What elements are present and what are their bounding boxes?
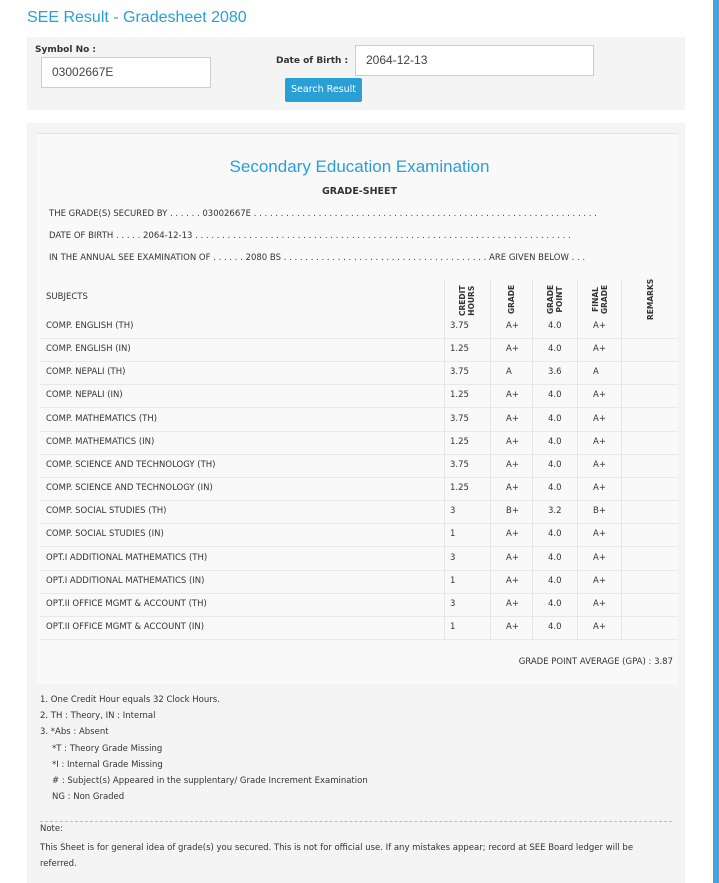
final-grade-cell: A+ [593,575,606,586]
final-grade-cell: A+ [593,598,606,609]
note-item: 3. *Abs : Absent [40,727,109,738]
table-row [40,500,678,524]
table-row [40,570,678,594]
table-row [40,408,678,432]
table-row [40,315,678,339]
note-item: # : Subject(s) Appeared in the supplentary/ Grade Increment Examination [52,776,368,787]
table-row [40,477,678,501]
table-row [40,593,678,617]
subject-cell: COMP. MATHEMATICS (IN) [46,436,155,447]
final-grade-cell: A+ [593,344,606,355]
grade-point-cell: 4.0 [548,575,562,586]
credit-hours-cell: 1.25 [450,483,469,494]
grade-point-cell: 3.2 [548,506,562,517]
remarks-header: REMARKS [646,278,655,320]
note-title: Note: [40,824,63,834]
final-grade-cell: B+ [593,506,606,517]
grade-point-cell: 4.0 [548,483,562,494]
credit-hours-cell: 1 [450,529,456,540]
grade-point-cell: 4.0 [548,621,562,632]
subject-cell: COMP. ENGLISH (IN) [46,344,131,355]
note-item: 1. One Credit Hour equals 32 Clock Hours. [40,695,220,705]
credit-hours-cell: 3.75 [450,459,469,470]
final-grade-cell: A+ [593,390,606,401]
page-title: SEE Result - Gradesheet 2080 [27,9,247,26]
credit-hours-cell: 3.75 [450,321,469,331]
note-item: *I : Internal Grade Missing [52,759,163,770]
grade-cell: A+ [506,483,519,494]
final-grade-cell: A+ [593,459,606,470]
credit-hours-cell: 3 [450,598,456,609]
notes-list [40,692,368,805]
subject-cell: OPT.II OFFICE MGMT & ACCOUNT (IN) [46,621,205,632]
grade-point-cell: 4.0 [548,529,562,540]
dob-line: DATE OF BIRTH . . . . . 2064-12-13 . . . . . . . . . . . . . . . . . . . . . . . . . . . . . . . . . . . . . . . . . . . . . . . . . . . . . . . . . . . . . . . . . . . . . . [49,231,571,241]
grade-cell: A+ [506,390,519,401]
dob-input[interactable]: 2064-12-13 [355,45,594,76]
divider [40,821,672,822]
grade-point-cell: 4.0 [548,436,562,447]
grade-point-header: GRADE POINT [546,284,564,314]
grade-point-cell: 4.0 [548,344,562,355]
subject-cell: OPT.I ADDITIONAL MATHEMATICS (IN) [46,575,205,586]
grade-cell: A+ [506,413,519,424]
credit-hours-cell: 1.25 [450,390,469,401]
subject-cell: OPT.II OFFICE MGMT & ACCOUNT (TH) [46,598,207,609]
table-row [40,384,678,408]
grade-header: GRADE [507,284,516,314]
grade-point-cell: 4.0 [548,390,562,401]
grade-point-cell: 4.0 [548,413,562,424]
grade-cell: A+ [506,621,519,632]
subject-cell: COMP. NEPALI (TH) [46,367,126,378]
note-item: 2. TH : Theory, IN : Internal [40,711,156,722]
grade-point-cell: 4.0 [548,598,562,609]
final-grade-cell: A+ [593,552,606,563]
grade-cell: A+ [506,459,519,470]
table-row [40,431,678,455]
table-row [40,338,678,362]
grade-point-cell: 4.0 [548,459,562,470]
final-grade-cell: A+ [593,483,606,494]
subject-cell: COMP. SCIENCE AND TECHNOLOGY (IN) [46,483,213,494]
table-row [40,616,678,640]
credit-hours-cell: 1.25 [450,344,469,355]
grade-cell: B+ [506,506,519,517]
note-item: *T : Theory Grade Missing [52,743,163,754]
subject-cell: COMP. SCIENCE AND TECHNOLOGY (TH) [46,459,216,470]
grade-cell: A+ [506,321,519,331]
dob-label: Date of Birth : [276,56,349,66]
scrollbar[interactable] [713,0,719,883]
grade-cell: A+ [506,436,519,447]
final-grade-cell: A+ [593,321,606,331]
note-item: NG : Non Graded [52,792,125,803]
grade-cell: A [506,367,512,378]
exam-line: IN THE ANNUAL SEE EXAMINATION OF . . . . . . 2080 BS . . . . . . . . . . . . . . . . . . . . . . . . . . . . . . . . . . . . . . ARE GIVEN BELOW . . . [49,253,586,263]
credit-hours-header: CREDIT HOURS [458,285,476,316]
final-grade-cell: A+ [593,436,606,447]
symbol-label: Symbol No : [35,45,97,55]
final-grade-cell: A+ [593,529,606,540]
subject-cell: COMP. SOCIAL STUDIES (IN) [46,529,164,540]
subject-cell: COMP. MATHEMATICS (TH) [46,413,158,424]
final-grade-cell: A [593,367,599,378]
subjects-header: SUBJECTS [46,292,88,302]
final-grade-cell: A+ [593,413,606,424]
grade-point-cell: 4.0 [548,552,562,563]
final-grade-header: FINAL GRADE [591,284,609,314]
subject-cell: COMP. SOCIAL STUDIES (TH) [46,506,167,517]
grade-cell: A+ [506,344,519,355]
secured-by-line: THE GRADE(S) SECURED BY . . . . . . 03002667E . . . . . . . . . . . . . . . . . . . . . . . . . . . . . . . . . . . . . . . . . . . . . . . . . . . . . . . . . . . . . . . . [49,209,597,219]
credit-hours-cell: 3.75 [450,413,469,424]
final-grade-cell: A+ [593,621,606,632]
credit-hours-cell: 1 [450,575,456,586]
credit-hours-cell: 1.25 [450,436,469,447]
grade-cell: A+ [506,575,519,586]
table-row [40,547,678,571]
table-row [40,361,678,385]
subject-cell: COMP. ENGLISH (TH) [46,321,134,331]
grade-point-cell: 4.0 [548,321,562,331]
gpa-value: GRADE POINT AVERAGE (GPA) : 3.87 [518,657,673,667]
credit-hours-cell: 3.75 [450,367,469,378]
grade-cell: A+ [506,598,519,609]
subject-cell: COMP. NEPALI (IN) [46,390,123,401]
grade-cell: A+ [506,552,519,563]
note-body: This Sheet is for general idea of grade(s) you secured. This is not for official use. If any mistakes appear; record at SEE Board ledger will be referred. [40,843,634,869]
exam-title: Secondary Education Examination [229,157,490,176]
table-row [40,523,678,547]
search-result-button[interactable]: Search Result [285,78,362,102]
grade-point-cell: 3.6 [548,367,562,378]
credit-hours-cell: 3 [450,552,456,563]
credit-hours-cell: 1 [450,621,456,632]
gradesheet-subtitle: GRADE-SHEET [321,186,398,197]
credit-hours-cell: 3 [450,506,456,517]
symbol-input[interactable]: 03002667E [41,57,211,88]
grade-cell: A+ [506,529,519,540]
table-row [40,454,678,478]
subject-cell: OPT.I ADDITIONAL MATHEMATICS (TH) [46,552,208,563]
